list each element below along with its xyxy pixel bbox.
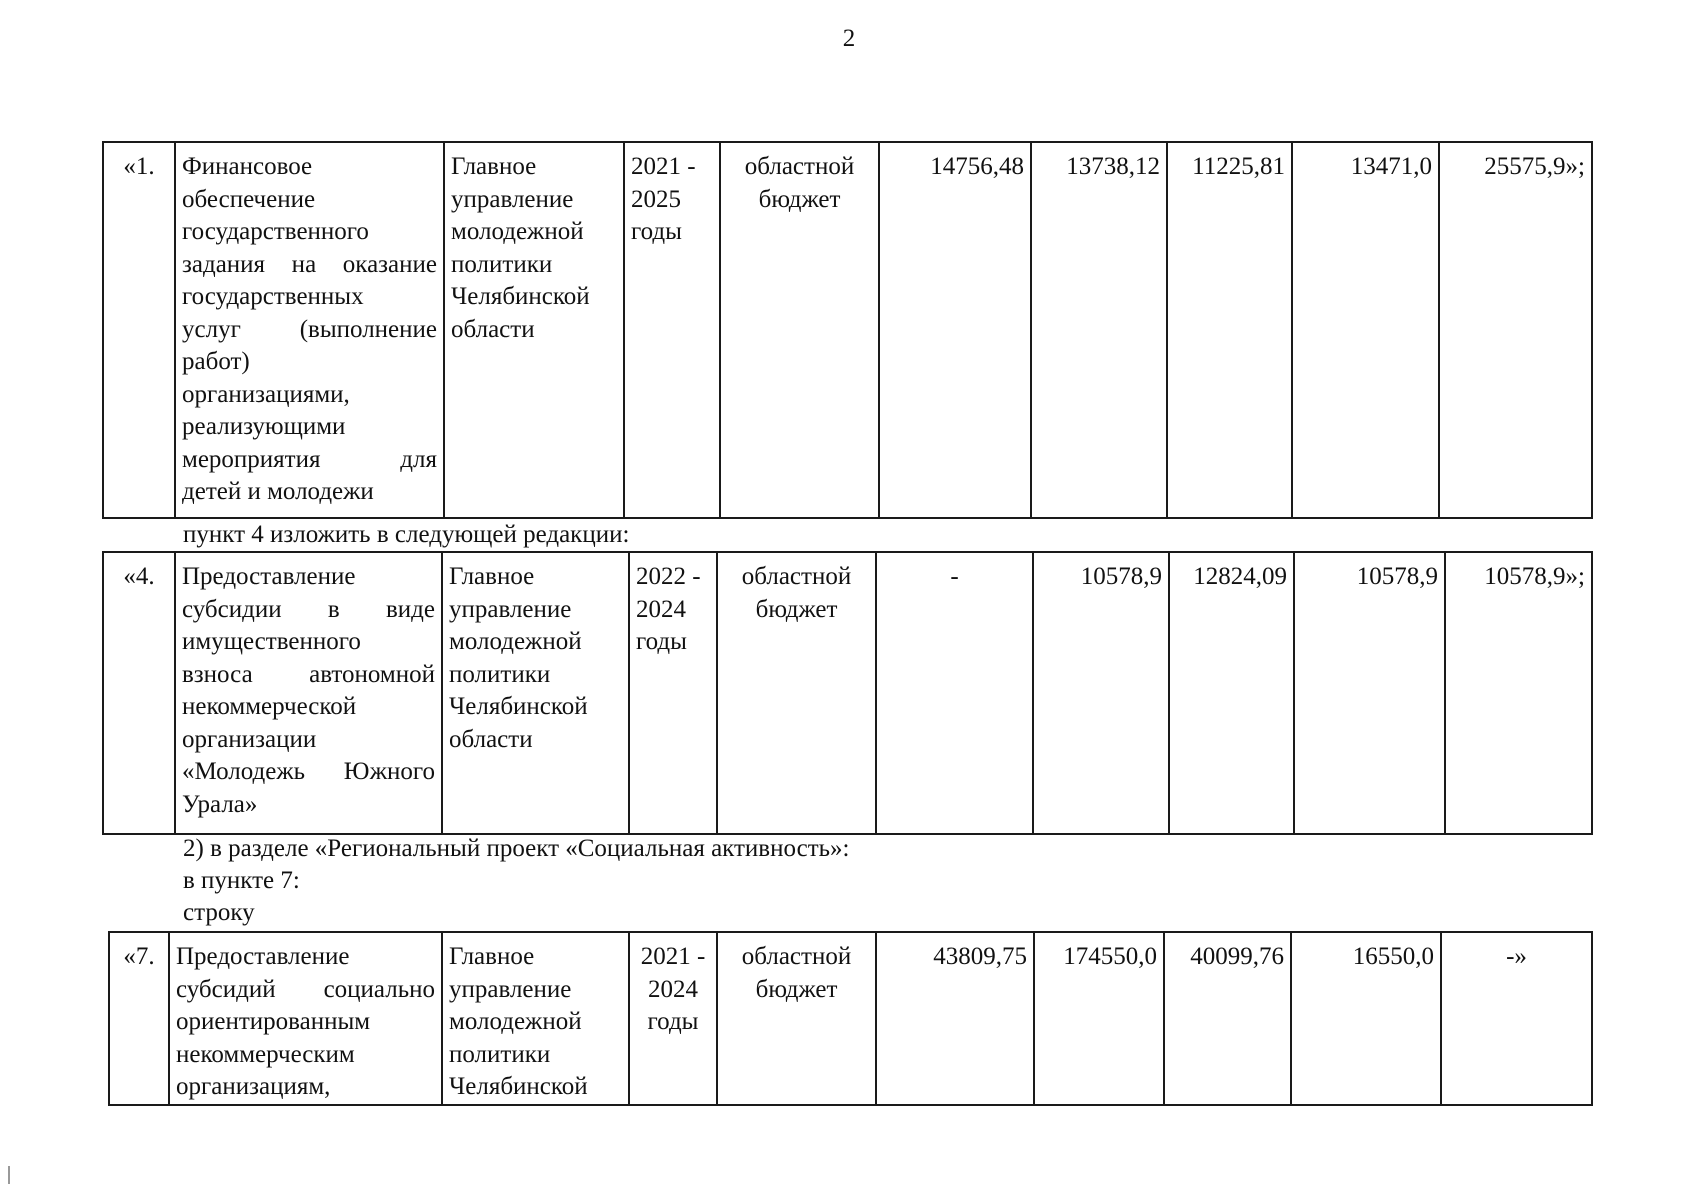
name-line: субсидий социально (176, 975, 435, 1003)
funding-source: областной бюджет (717, 552, 876, 834)
funding-source: областной бюджет (717, 932, 876, 1105)
funding-source: областной бюджет (720, 142, 879, 518)
period: 2021 - 2024 годы (629, 932, 717, 1105)
name-line: Урала» (182, 790, 258, 818)
name-line: организациям, (176, 1073, 331, 1100)
name-line: «Молодежь Южного (182, 758, 435, 785)
table-row-4 (102, 551, 1593, 835)
name-line: услуг (выполнение (182, 315, 437, 343)
value-cell: 10578,9 (1033, 552, 1169, 834)
value-cell: 25575,9»; (1439, 142, 1592, 518)
name-line: обеспечение (182, 185, 316, 213)
executor: Главное управление молодежной политики Челябинской (442, 932, 629, 1105)
name-line: имущественного (182, 628, 361, 655)
value-cell: 40099,76 (1164, 932, 1291, 1105)
name-line: государственных (182, 283, 364, 310)
measure-name (175, 142, 444, 518)
value-cell: 16550,0 (1291, 932, 1441, 1105)
name-line: Предоставление (182, 563, 356, 590)
value-cell: -» (1441, 932, 1592, 1105)
instruction-text: строку (183, 899, 255, 926)
value-cell: 13471,0 (1292, 142, 1439, 518)
measure-name (175, 552, 442, 834)
value-cell: 13738,12 (1031, 142, 1167, 518)
name-line: некоммерческим (176, 1040, 355, 1068)
executor: Главное управление молодежной политики Челябинской области (444, 142, 624, 518)
value-cell: 10578,9»; (1445, 552, 1592, 834)
scan-mark (8, 1166, 10, 1184)
name-line: мероприятия для (182, 445, 437, 473)
row-number: «4. (103, 552, 175, 834)
period: 2022 - 2024 годы (629, 552, 717, 834)
table-row-1 (102, 141, 1593, 519)
instruction-text: 2) в разделе «Региональный проект «Социальная активность»: (183, 835, 850, 862)
period: 2021 - 2025 годы (624, 142, 720, 518)
page-number: 2 (842, 25, 856, 52)
name-line: некоммерческой (182, 693, 357, 720)
name-line: задания на оказание (182, 250, 437, 278)
name-line: Финансовое (182, 153, 313, 180)
name-line: взноса автономной (182, 660, 435, 688)
name-line: детей и молодежи (182, 478, 374, 505)
table-row (103, 552, 1592, 834)
value-cell: 12824,09 (1169, 552, 1294, 834)
value-cell: 174550,0 (1034, 932, 1164, 1105)
name-line: Предоставление (176, 943, 350, 970)
name-line: организациями, (182, 380, 350, 408)
value-cell: 11225,81 (1167, 142, 1292, 518)
name-line: ориентированным (176, 1008, 371, 1035)
name-line: работ) (182, 348, 250, 375)
instruction-text: пункт 4 изложить в следующей редакции: (183, 521, 630, 548)
name-line: государственного (182, 218, 369, 245)
measure-name (169, 932, 442, 1105)
value-cell: - (876, 552, 1033, 834)
row-number: «7. (109, 932, 169, 1105)
name-line: реализующими (182, 413, 346, 440)
value-cell: 10578,9 (1294, 552, 1445, 834)
table-row (109, 932, 1592, 1105)
value-cell: 43809,75 (876, 932, 1034, 1105)
instruction-text: в пункте 7: (183, 867, 300, 894)
name-line: субсидии в виде (182, 595, 435, 623)
row-number: «1. (103, 142, 175, 518)
executor: Главное управление молодежной политики Челябинской области (442, 552, 629, 834)
name-line: организации (182, 725, 317, 753)
table-row-7 (108, 931, 1593, 1106)
table-row (103, 142, 1592, 518)
value-cell: 14756,48 (879, 142, 1031, 518)
